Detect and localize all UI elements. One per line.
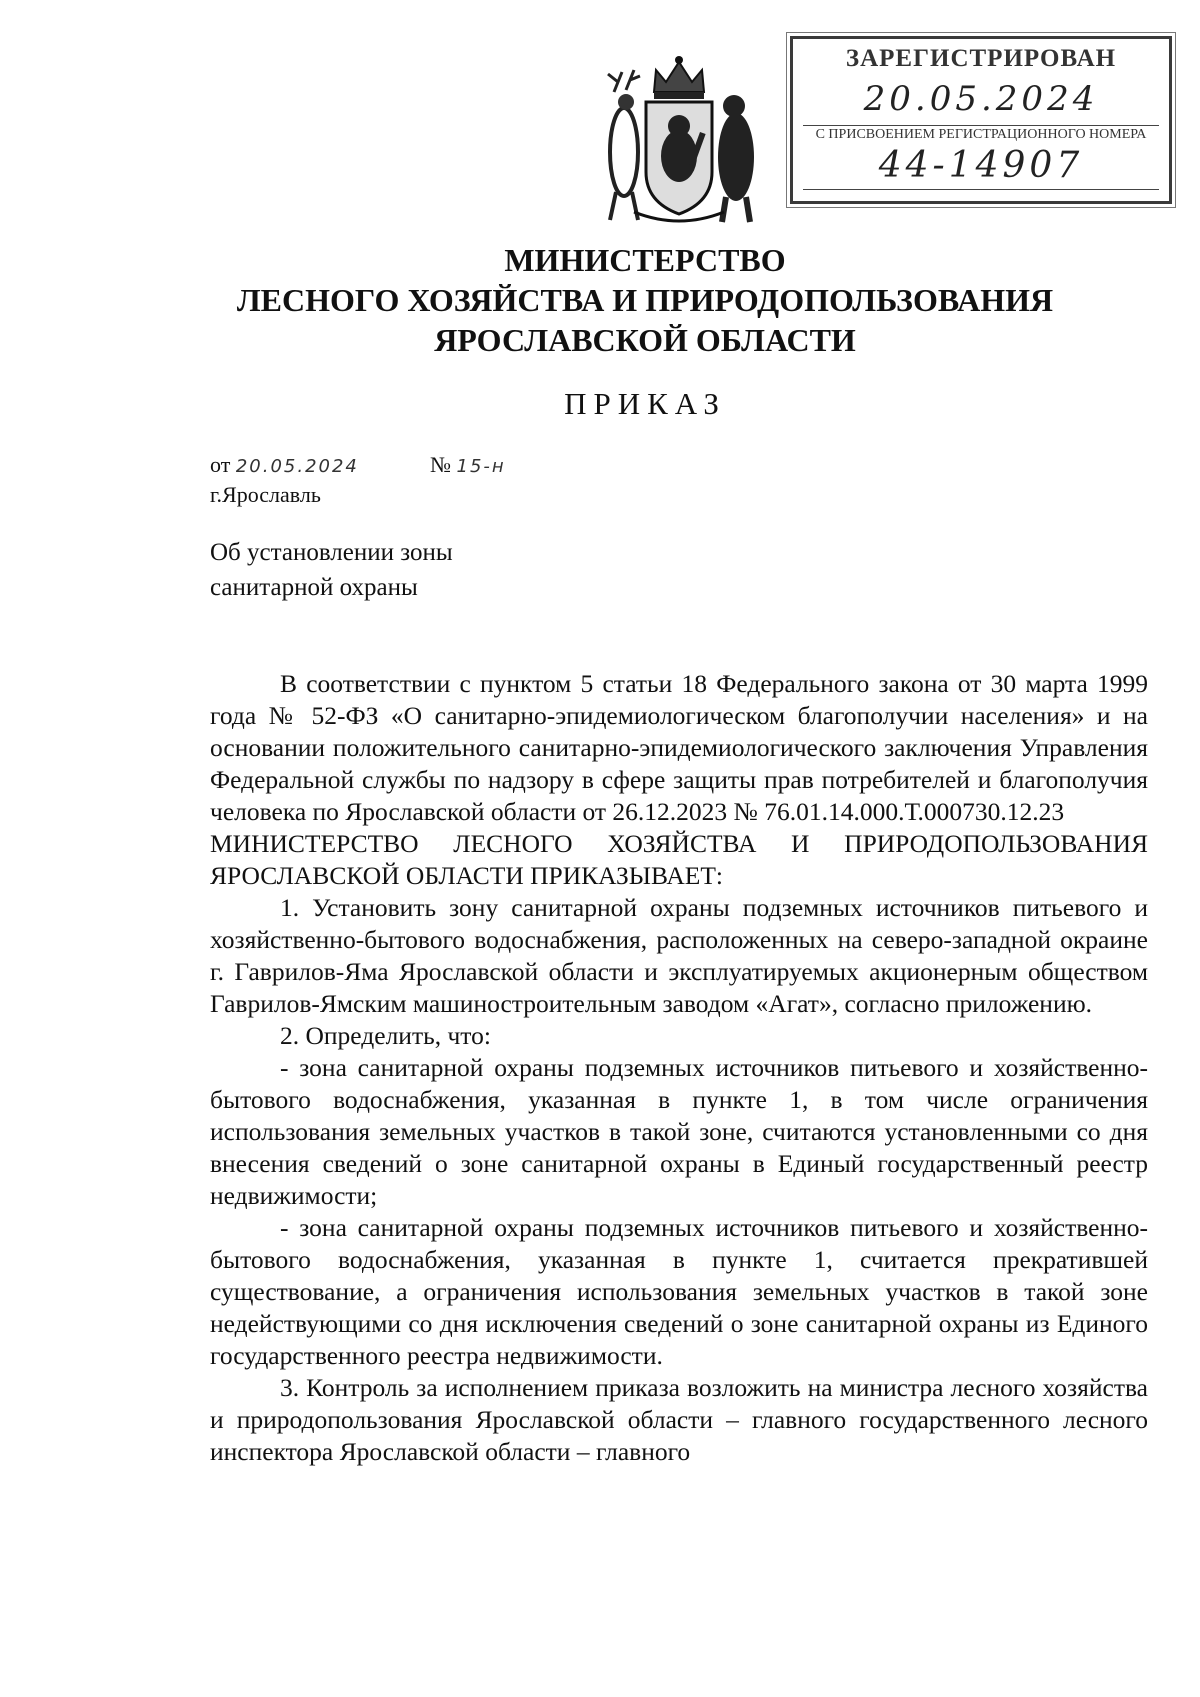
ministry-title-line1: МИНИСТЕРСТВО <box>504 242 786 278</box>
paragraph-2: 2. Определить, что: <box>280 1021 491 1050</box>
stamp-subtitle: С ПРИСВОЕНИЕМ РЕГИСТРАЦИОННОГО НОМЕРА <box>815 127 1147 142</box>
order-date <box>210 452 359 478</box>
registration-stamp <box>790 36 1172 204</box>
subject-line2: санитарной охраны <box>210 574 418 601</box>
paragraph-2b: - зона санитарной охраны подземных источников питьевого и хозяйственно-бытового водоснабжения, указанная в пункте 1, считается прекратившей существование, а ограничения использования земельных участков в такой зоне недействующими со дня исключения сведений о зоне санитарной охраны из Единого государственного реестра недвижимости. <box>210 1213 1148 1370</box>
coat-of-arms-icon <box>594 52 764 227</box>
number-value: 15-н <box>456 456 506 477</box>
city: г.Ярославль <box>210 482 321 507</box>
date-prefix: от <box>210 452 231 477</box>
order-line: МИНИСТЕРСТВО ЛЕСНОГО ХОЗЯЙСТВА И ПРИРОДОПОЛЬЗОВАНИЯ ЯРОСЛАВСКОЙ ОБЛАСТИ ПРИКАЗЫВАЕТ: <box>210 829 1148 890</box>
stamp-date: 20.05.2024 <box>863 79 1099 119</box>
subject-line1: Об установлении зоны <box>210 539 453 566</box>
stamp-number: 44-14907 <box>878 145 1084 186</box>
number-prefix: № <box>430 452 451 477</box>
ministry-title-line2: ЛЕСНОГО ХОЗЯЙСТВА И ПРИРОДОПОЛЬЗОВАНИЯ <box>236 282 1054 318</box>
preamble-paragraph: В соответствии с пунктом 5 статьи 18 Федерального закона от 30 марта 1999 года № 52-ФЗ «О санитарно-эпидемиологическом благополучии населения» и на основании положительного санитарно-эпидемиологического заключения Управления Федеральной службы по надзору в сфере защиты прав потребителей и благополучия человека по Ярославской области от 26.12.2023 № 76.01.14.000.Т.000730.12.23 <box>210 669 1148 826</box>
order-subject <box>210 535 453 605</box>
paragraph-3: 3. Контроль за исполнением приказа возложить на министра лесного хозяйства и природопользования Ярославской области – главного государственного лесного инспектора Ярославской области – главного <box>210 1373 1148 1466</box>
paragraph-2a: - зона санитарной охраны подземных источников питьевого и хозяйственно-бытового водоснабжения, указанная в пункте 1, в том числе ограничения использования земельных участков в такой зоне, считаются установленными со дня внесения сведений о зоне санитарной охраны в Единый государственный реестр недвижимости; <box>210 1053 1148 1210</box>
stamp-divider <box>803 125 1159 126</box>
date-value: 20.05.2024 <box>235 456 359 477</box>
order-number <box>430 452 506 478</box>
paragraph-1: 1. Установить зону санитарной охраны подземных источников питьевого и хозяйственно-бытового водоснабжения, расположенных на северо-западной окраине г. Гаврилов-Яма Ярославской области и эксплуатируемых акционерным обществом Гаврилов-Ямским машиностроительным заводом «Агат», согласно приложению. <box>210 893 1148 1018</box>
stamp-title: ЗАРЕГИСТРИРОВАН <box>845 45 1117 72</box>
ministry-title-line3: ЯРОСЛАВСКОЙ ОБЛАСТИ <box>434 322 856 358</box>
stamp-divider <box>803 189 1159 190</box>
document-type: ПРИКАЗ <box>564 386 726 421</box>
order-body <box>210 668 1148 1468</box>
